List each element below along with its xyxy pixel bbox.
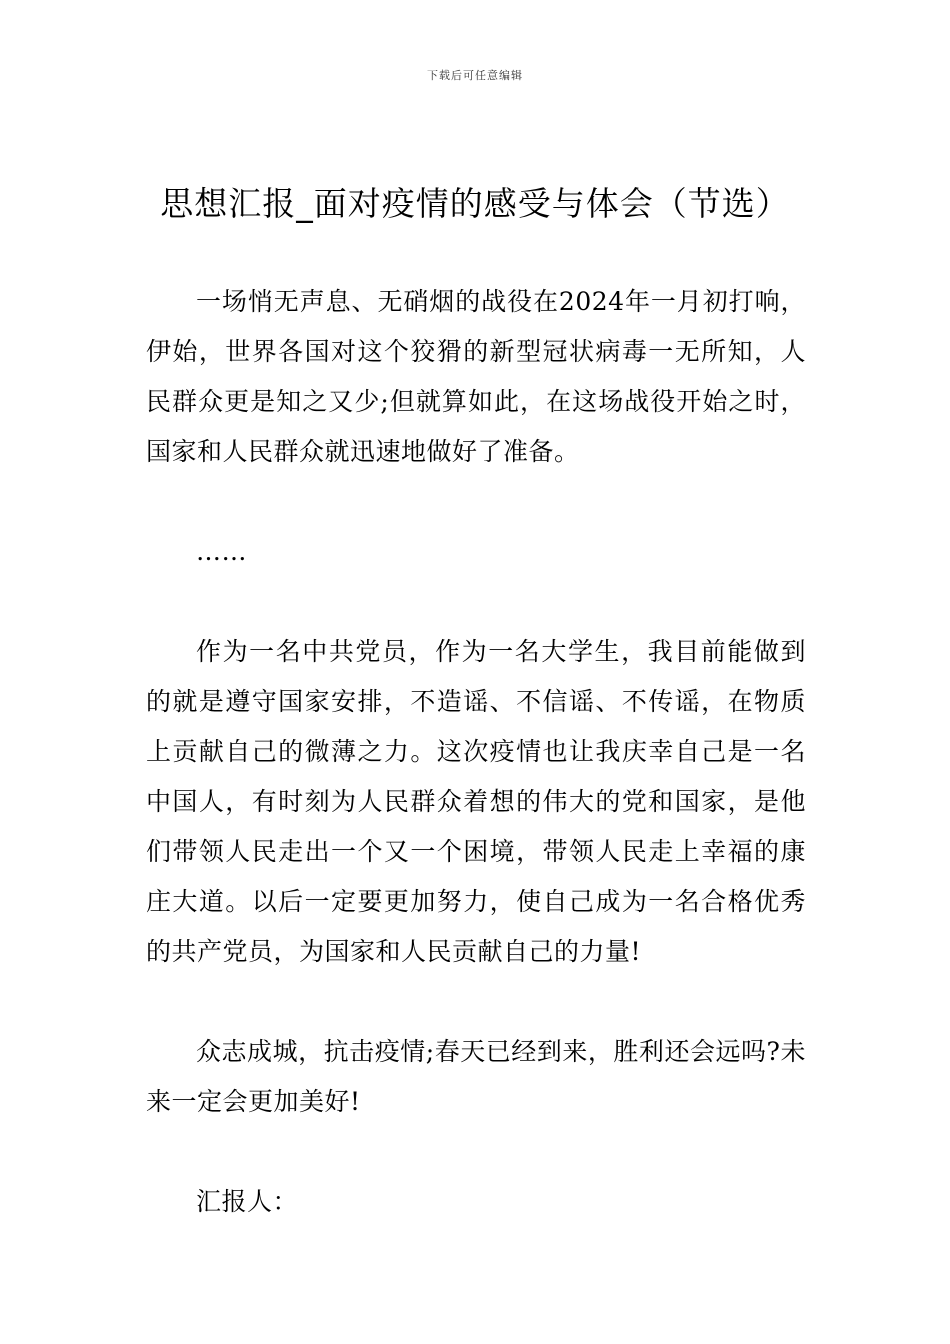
document-title: 思想汇报_面对疫情的感受与体会（节选）	[160, 184, 790, 223]
document-body	[146, 277, 806, 1227]
paragraph-ellipsis: ……	[196, 537, 247, 566]
signature-label: 汇报人：	[196, 1187, 299, 1216]
paragraph-conclusion: 众志成城，抗击疫情;春天已经到来，胜利还会远吗?未来一定会更加美好!	[146, 1037, 806, 1116]
paragraph-intro: 一场悄无声息、无硝烟的战役在2024年一月初打响，伊始，世界各国对这个狡猾的新型冠状病毒一无所知，人民群众更是知之又少;但就算如此，在这场战役开始之时，国家和人民群众就迅速地做好了准备。	[146, 287, 806, 466]
header-note: 下载后可任意编辑	[427, 69, 523, 82]
paragraph-party-member: 作为一名中共党员，作为一名大学生，我目前能做到的就是遵守国家安排，不造谣、不信谣、不传谣，在物质上贡献自己的微薄之力。这次疫情也让我庆幸自己是一名中国人，有时刻为人民群众着想的伟大的党和国家，是他们带领人民走出一个又一个困境，带领人民走上幸福的康庄大道。以后一定要更加努力，使自己成为一名合格优秀的共产党员，为国家和人民贡献自己的力量!	[146, 637, 806, 966]
